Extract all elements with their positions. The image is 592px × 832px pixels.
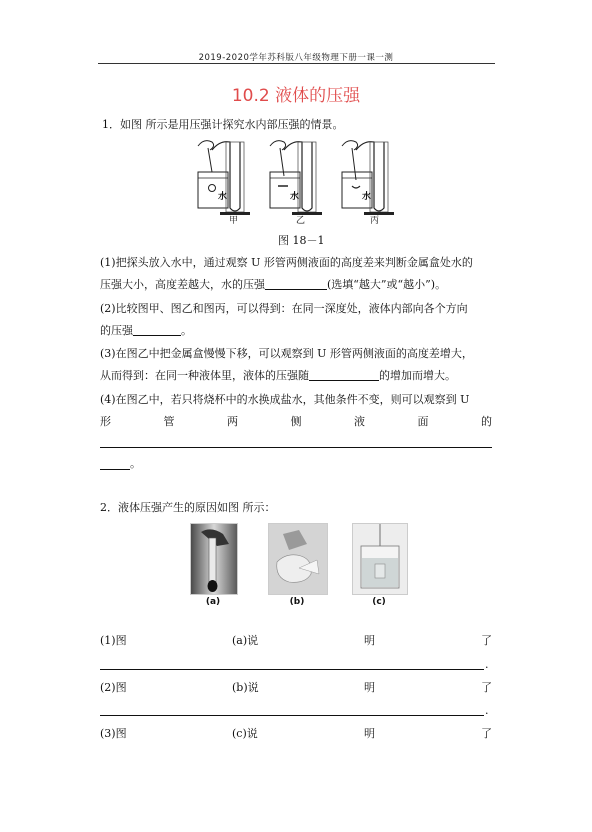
q1-part4-spread-line: 形 管 两 侧 液 面 的 <box>100 415 492 428</box>
photo-a-caption: (a) <box>205 597 221 607</box>
q1-part3-line2: 从而得到：在同一种液体里，液体的压强随 的增加而增大。 <box>100 369 456 382</box>
beaker-label-yi: 水 <box>290 192 300 202</box>
photo-b <box>268 523 328 595</box>
q2-row-2-period: . <box>485 704 489 717</box>
beaker-label-bing: 水 <box>362 192 372 202</box>
photo-b-caption: (b) <box>289 597 305 607</box>
q1-part2-blank[interactable] <box>133 324 181 336</box>
q1-part4-period: 。 <box>130 457 141 470</box>
q1-part4-answer-line[interactable] <box>100 447 492 448</box>
q1-part3-blank[interactable] <box>309 369 379 381</box>
q1-stem: 1．如图 所示是用压强计探究水内部压强的情景。 <box>102 118 344 131</box>
photo-c <box>352 523 408 595</box>
q2-stem: 2．液体压强产生的原因如图 所示： <box>100 501 276 514</box>
figure-caption: 图 18－1 <box>278 234 325 247</box>
page-header: 2019-2020学年苏科版八年级物理下册一课一测 <box>198 53 394 63</box>
figure-name-yi: 乙 <box>296 216 306 226</box>
q2-row-2-answer-line[interactable] <box>100 715 484 716</box>
figure-name-jia: 甲 <box>229 216 239 226</box>
figure-name-bing: 丙 <box>370 216 380 226</box>
photo-a <box>190 523 238 595</box>
q1-part3-line1: (3)在图乙中把金属盒慢慢下移，可以观察到 U 形管两侧液面的高度差增大， <box>100 347 473 360</box>
beaker-label-jia: 水 <box>218 192 228 202</box>
q2-row-1-answer-line[interactable] <box>100 669 484 670</box>
q1-part1-line2: 压强大小，高度差越大，水的压强 (选填“越大”或“越小”)。 <box>100 278 447 291</box>
q1-part2-line1: (2)比较图甲、图乙和图丙，可以得到：在同一深度处，液体内部向各个方向 <box>100 302 468 315</box>
q1-part1-line1: (1)把探头放入水中，通过观察 U 形管两侧液面的高度差来判断金属盒处水的 <box>100 256 473 269</box>
q1-part4-line1: (4)在图乙中，若只将烧杯中的水换成盐水，其他条件不变，则可以观察到 U <box>100 393 470 406</box>
photo-c-caption: (c) <box>372 597 386 607</box>
q1-part4-answer-line-end[interactable] <box>100 469 130 470</box>
q1-part1-blank[interactable] <box>265 278 327 290</box>
page-title: 10.2 液体的压强 <box>231 86 361 106</box>
q2-row-1-period: . <box>485 658 489 671</box>
q1-part2-line2: 的压强 。 <box>100 324 192 337</box>
header-rule <box>98 63 495 64</box>
